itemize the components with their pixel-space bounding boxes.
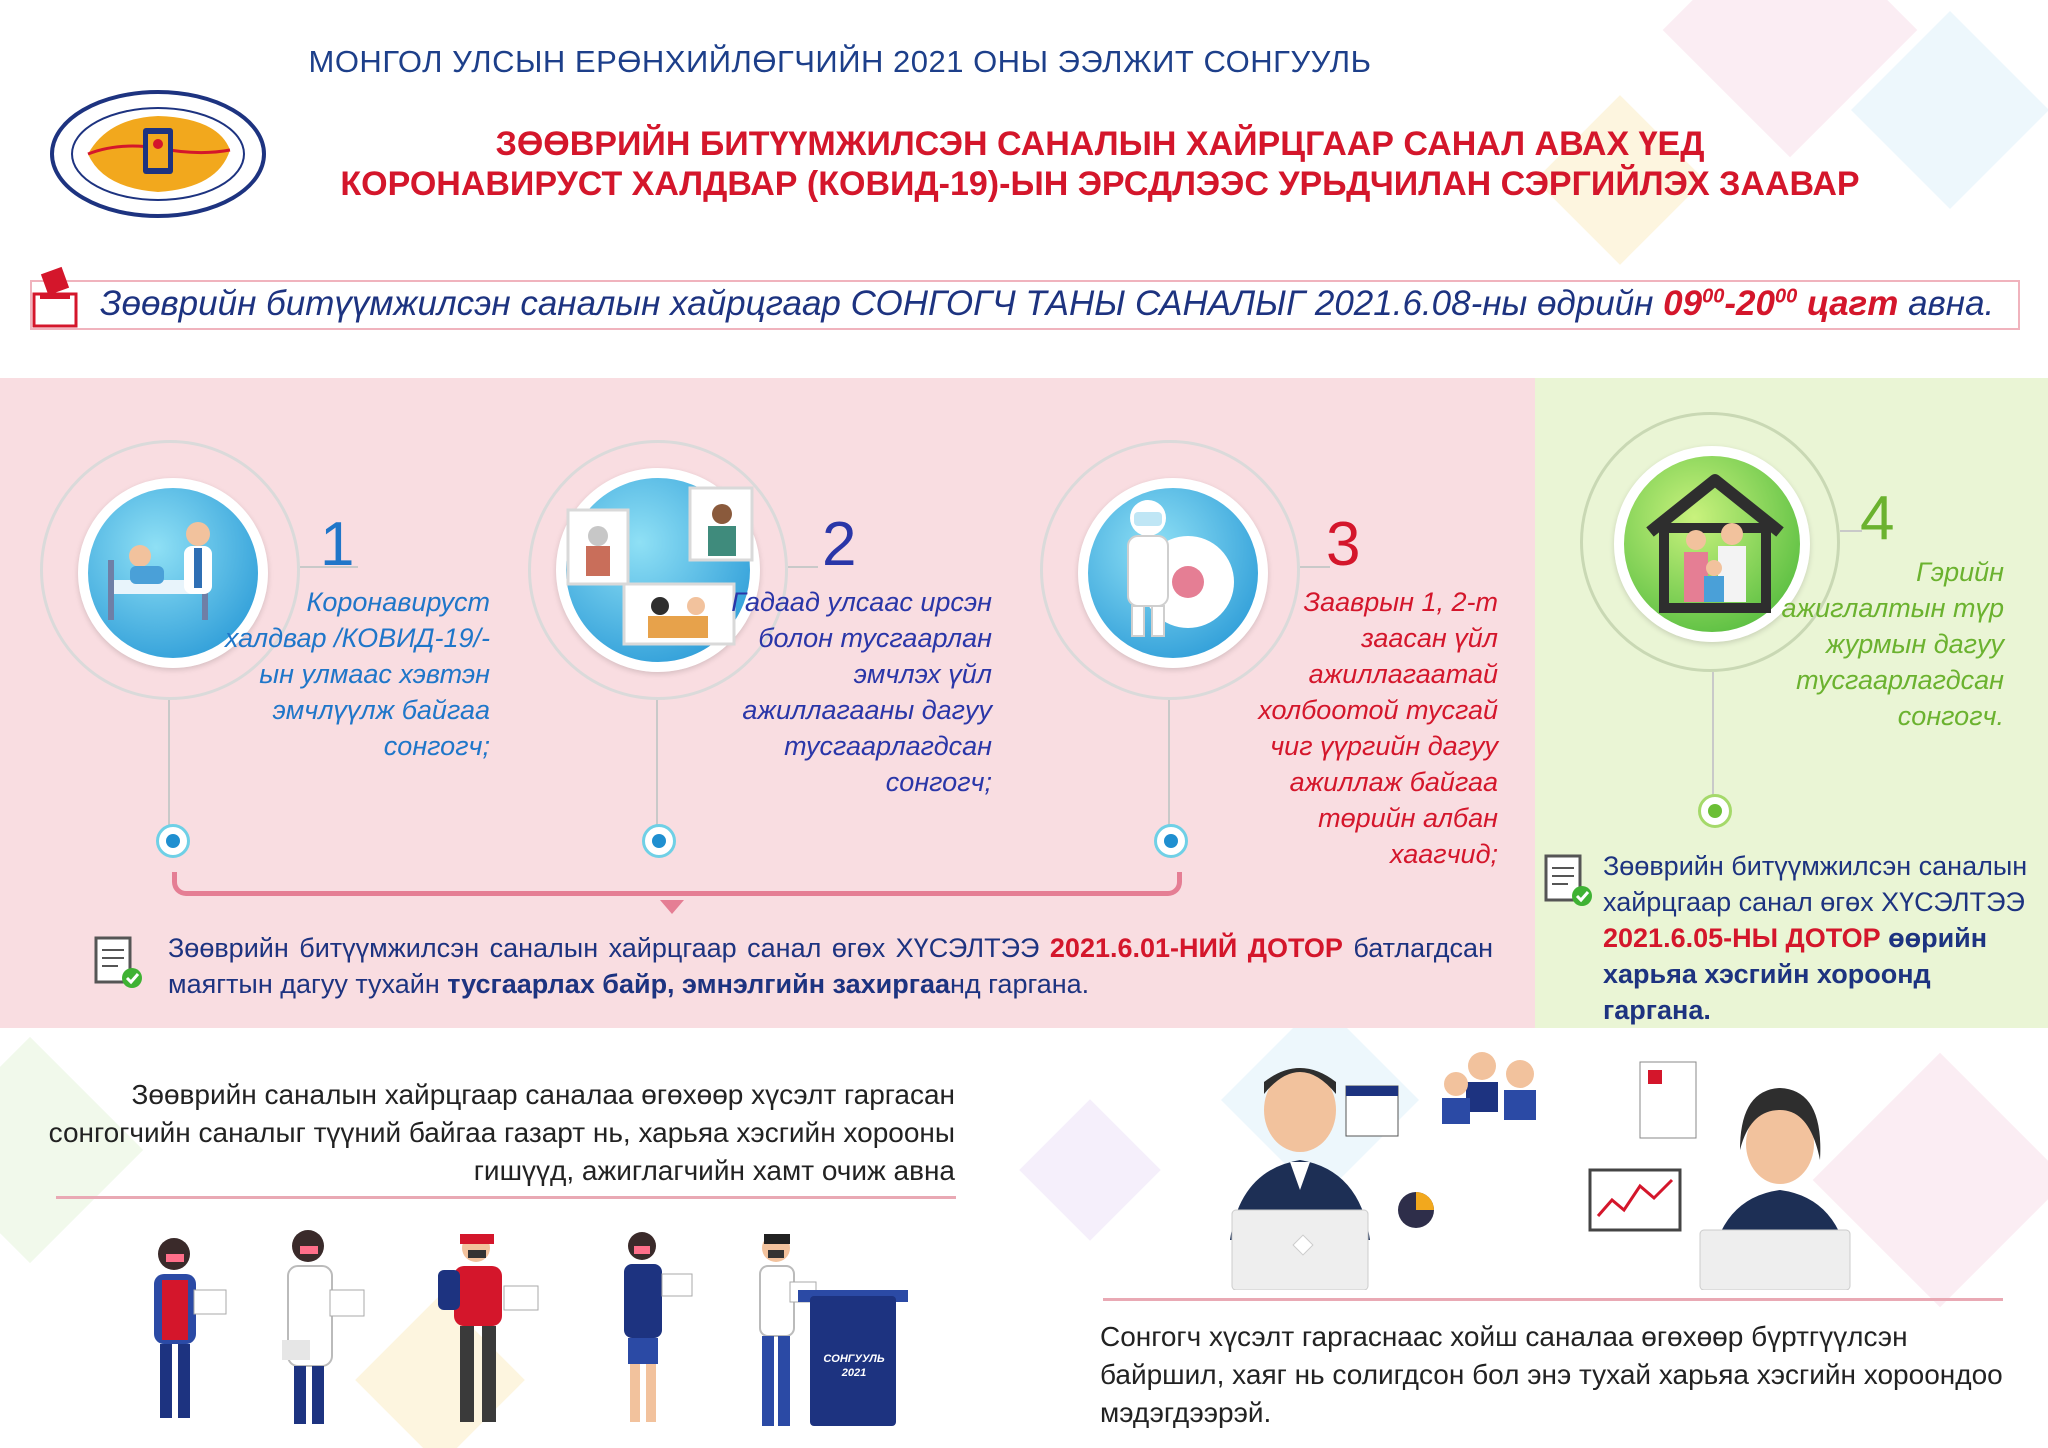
divider-line (56, 1196, 956, 1199)
election-subtitle: МОНГОЛ УЛСЫН ЕРӨНХИЙЛӨГЧИЙН 2021 ОНЫ ЭЭЛЖИТ СОНГУУЛЬ (308, 44, 1372, 79)
step-4-text: Гэрийн ажиглалтын түр журмын дагуу тусгаарлагдсан сонгогч. (1781, 557, 2004, 731)
step-2-line (788, 566, 818, 568)
election-officials-illustration (1220, 1040, 1920, 1290)
pink-note-deadline: 2021.6.01-НИЙ ДОТОР (1049, 933, 1343, 963)
masked-doctor-illustration (268, 1220, 378, 1430)
masked-man-illustration (740, 1228, 820, 1433)
green-note-bold: өөрийн харьяа хэсгийн хороонд гаргана. (1603, 923, 1988, 1025)
ballot-box-icon (32, 266, 78, 328)
step-3-node (1154, 824, 1188, 858)
bracket-arrow (660, 900, 684, 914)
time-word: цагт (1797, 284, 1899, 323)
title-line-2: КОРОНАВИРУСТ ХАЛДВАР (КОВИД-19)-ЫН ЭРСДЛЭЭС УРЬДЧИЛАН СЭРГИЙЛЭХ ЗААВАР (340, 165, 1860, 203)
collection-description: Зөөврийн саналын хайрцгаар саналаа өгөхөөр хүсэлт гаргасан сонгогчийн саналыг түүний байгаа газарт нь, харьяа хэсгийн хорооны гишүүд, ажиглагчийн хамт очиж авна (48, 1079, 955, 1186)
step-2-number: 2 (822, 510, 857, 579)
time-start-sup: 00 (1702, 285, 1725, 308)
voting-time-text (100, 284, 1994, 324)
step-1-node (156, 824, 190, 858)
pink-note-part3: нд гаргана. (950, 969, 1090, 999)
step-3-connector (1168, 700, 1170, 830)
step-2-text: Гадаад улсаас ирсэн болон тусгаарлан эмчлэх үйл ажиллагааны дагуу тусгаарлагдсан сонгогч; (731, 587, 992, 797)
divider-line (1103, 1298, 2003, 1301)
masked-woman-illustration (130, 1230, 240, 1430)
masked-business-woman-illustration (598, 1224, 708, 1429)
ballot-box-label-1: СОНГУУЛЬ (823, 1353, 885, 1365)
time-end: 20 (1736, 284, 1775, 323)
step-4-connector (1712, 672, 1714, 802)
pink-note-bold: тусгаарлах байр, эмнэлгийн захиргаа (447, 969, 951, 999)
document-check-icon (92, 934, 146, 990)
step-3-number: 3 (1326, 510, 1361, 579)
banner-time (1663, 284, 1898, 323)
title-line-1: ЗӨӨВРИЙН БИТҮҮМЖИЛСЭН САНАЛЫН ХАЙРЦГААР САНАЛ АВАХ ҮЕД (495, 125, 1705, 163)
step-1-text: Коронавируст халдвар /КОВИД-19/-ын улмаас хэвтэн эмчлүүлж байгаа сонгогч; (224, 587, 490, 761)
time-end-sup: 00 (1774, 285, 1798, 308)
green-note-deadline: 2021.6.05-НЫ ДОТОР (1603, 923, 1881, 953)
document-check-icon (1542, 852, 1596, 908)
pink-note-part2: батлагдсан маягтын дагуу тухайн (168, 933, 1493, 999)
steps-bracket (172, 872, 1182, 896)
step-2-node (642, 824, 676, 858)
ballot-box-label-2: 2021 (841, 1367, 867, 1379)
step-4-line (1840, 530, 1862, 532)
green-panel-instruction (1603, 848, 2043, 1028)
address-change-notice: Сонгогч хүсэлт гаргаснаас хойш саналаа өгөхөөр бүртгүүлсэн байршил, хаяг нь солигдсон бол энэ тухай харьяа хэсгийн хороондоо мэдэгдээрэй. (1100, 1321, 2003, 1428)
election-commission-logo (48, 88, 268, 220)
decor-square (1019, 1099, 1160, 1240)
time-start: 09 (1663, 284, 1703, 323)
pink-note-part1: Зөөврийн битүүмжилсэн саналын хайрцгаар санал өгөх ХҮСЭЛТЭЭ (168, 933, 1050, 963)
step-4-node (1698, 794, 1732, 828)
ballot-box-label (814, 1352, 894, 1380)
banner-suffix: авна. (1898, 284, 1995, 323)
green-note-part1: Зөөврийн битүүмжилсэн саналын хайрцгаар санал өгөх ХҮСЭЛТЭЭ (1603, 851, 2028, 917)
step-1-number: 1 (320, 510, 355, 579)
step-2-connector (656, 700, 658, 830)
masked-delivery-worker-illustration (430, 1226, 550, 1431)
banner-prefix: Зөөврийн битүүмжилсэн саналын хайрцгаар СОНГОГЧ ТАНЫ САНАЛЫГ 2021.6.08-ны өдрийн (100, 284, 1664, 323)
page-title (300, 124, 1900, 204)
pink-panel-instruction (168, 930, 1493, 1002)
step-3-text: Зааврын 1, 2-т заасан үйл ажиллагаатай холбоотой тусгай чиг үүргийн дагуу ажиллаж байгаа төрийн албан хаагчид; (1258, 587, 1498, 869)
step-1-connector (168, 700, 170, 830)
step-4-number: 4 (1860, 484, 1895, 553)
time-dash: - (1724, 284, 1737, 323)
